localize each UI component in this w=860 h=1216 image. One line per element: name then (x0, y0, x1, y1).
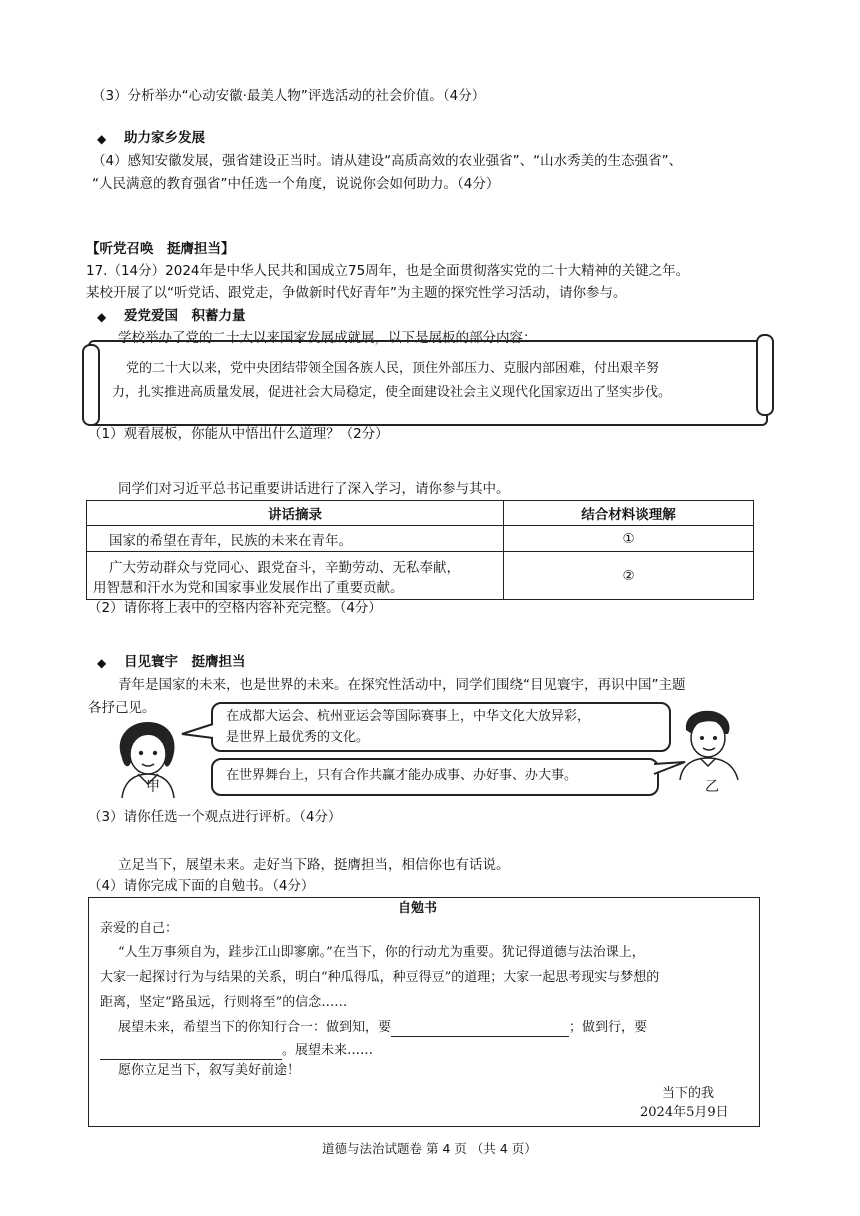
world-line1: 青年是国家的未来，也是世界的未来。在探究性活动中，同学们围绕“目见寰宇，再识中国”主题 (118, 677, 686, 693)
letter-line5-text: 。展望未来…… (282, 1043, 374, 1058)
table-header-excerpt: 讲话摘录 (87, 501, 504, 526)
board-line2: 力，扎实推进高质量发展，促进社会大局稳定，使全面建设社会主义现代化国家迈出了坚实步伐。 (112, 385, 672, 400)
letter-line4-start: 展望未来，希望当下的你知行合一：做到知，要 (118, 1020, 392, 1035)
boy-figure-icon (672, 706, 742, 780)
speech-table (86, 500, 754, 600)
q17-line2: 某校开展了以“听党话、跟党走，争做新时代好青年”为主题的探究性学习活动，请你参与。 (86, 285, 627, 301)
table-row2-line2: 用智慧和汗水为党和国家事业发展作出了重要贡献。 (93, 579, 404, 596)
page-footer: 道德与法治试题卷 第 4 页 （共 4 页） (322, 1141, 537, 1156)
bubble1-line2: 是世界上最优秀的文化。 (226, 730, 370, 745)
letter-line6: 愿你立足当下，叙写美好前途！ (118, 1063, 301, 1078)
section-love-heading: 爱党爱国 积蓄力量 (124, 308, 246, 324)
letter-date: 2024年5月9日 (640, 1105, 729, 1120)
letter-line4-mid: ；做到行，要 (569, 1020, 648, 1035)
letter-salutation: 亲爱的自己： (100, 921, 179, 936)
world-line2: 各抒己见。 (88, 700, 156, 716)
diamond-bullet-icon: ◆ (97, 310, 107, 324)
table-row2-line1: 广大劳动群众与党同心、跟党奋斗，辛勤劳动、无私奉献， (109, 559, 460, 576)
table-row2-text (87, 552, 504, 600)
letter-line5 (100, 1041, 373, 1060)
scroll-right-curl (756, 334, 774, 416)
letter-line3: 距离，坚定“路虽远，行则将至”的信念…… (100, 995, 348, 1010)
q3-intro: （3）分析举办“心动安徽·最美人物”评选活动的社会价值。（4分） (92, 88, 486, 104)
letter-line2: 大家一起探讨行为与结果的关系，明白“种瓜得瓜，种豆得豆”的道理；大家一起思考现实与梦想的 (100, 970, 660, 985)
name-jia: 甲 (146, 779, 160, 795)
unit-title: 【听党召唤 挺膺担当】 (86, 241, 235, 257)
scroll-left-curl (82, 344, 100, 426)
board-intro: 学校举办了党的二十大以来国家发展成就展，以下是展板的部分内容： (118, 330, 537, 346)
bubble1-tail (180, 722, 214, 742)
question-3: （3）请你任选一个观点进行评析。（4分） (88, 809, 342, 825)
bubble1-line1: 在成都大运会、杭州亚运会等国际赛事上，中华文化大放异彩， (226, 709, 591, 724)
diamond-bullet-icon: ◆ (97, 132, 107, 146)
bubble2-text: 在世界舞台上，只有合作共赢才能办成事、办好事、办大事。 (226, 768, 578, 783)
act-blank-field[interactable] (100, 1041, 282, 1060)
section-home-heading: 助力家乡发展 (124, 130, 205, 146)
question-2: （2）请你将上表中的空格内容补充完整。（4分） (88, 600, 382, 616)
future-intro: 立足当下，展望未来。走好当下路，挺膺担当，相信你也有话说。 (118, 857, 510, 873)
table-row1-mark: ① (504, 526, 754, 552)
study-intro: 同学们对习近平总书记重要讲话进行了深入学习，请你参与其中。 (118, 481, 510, 497)
name-yi: 乙 (705, 779, 719, 795)
q17-line1: 17.（14分）2024年是中华人民共和国成立75周年，也是全面贯彻落实党的二十大精神的关键之年。 (86, 263, 690, 279)
board-line1: 党的二十大以来，党中央团结带领全国各族人民，顶住外部压力、克服内部困难，付出艰辛努 (126, 361, 660, 376)
q4-line2: “人民满意的教育强省”中任选一个角度，说说你会如何助力。（4分） (92, 176, 500, 192)
letter-line1: “人生万事须自为，跬步江山即寥廓。”在当下，你的行动尤为重要。犹记得道德与法治课上， (118, 945, 645, 960)
table-row1-text: 国家的希望在青年，民族的未来在青年。 (87, 526, 504, 552)
exhibition-board (88, 340, 768, 426)
section-world-heading: 目见寰宇 挺膺担当 (124, 654, 246, 670)
q4-line1: （4）感知安徽发展，强省建设正当时。请从建设“高质高效的农业强省”、“山水秀美的生态强省”、 (92, 153, 683, 169)
self-encouragement-letter (88, 897, 760, 1127)
letter-line4 (118, 1018, 647, 1037)
table-row2-mark: ② (504, 552, 754, 600)
know-blank-field[interactable] (391, 1018, 569, 1037)
question-4: （4）请你完成下面的自勉书。（4分） (88, 878, 315, 894)
table-header-understanding: 结合材料谈理解 (504, 501, 754, 526)
letter-title: 自勉书 (398, 901, 438, 916)
letter-sign: 当下的我 (662, 1086, 715, 1101)
diamond-bullet-icon: ◆ (97, 656, 107, 670)
question-1: （1）观看展板，你能从中悟出什么道理？（2分） (88, 426, 389, 442)
